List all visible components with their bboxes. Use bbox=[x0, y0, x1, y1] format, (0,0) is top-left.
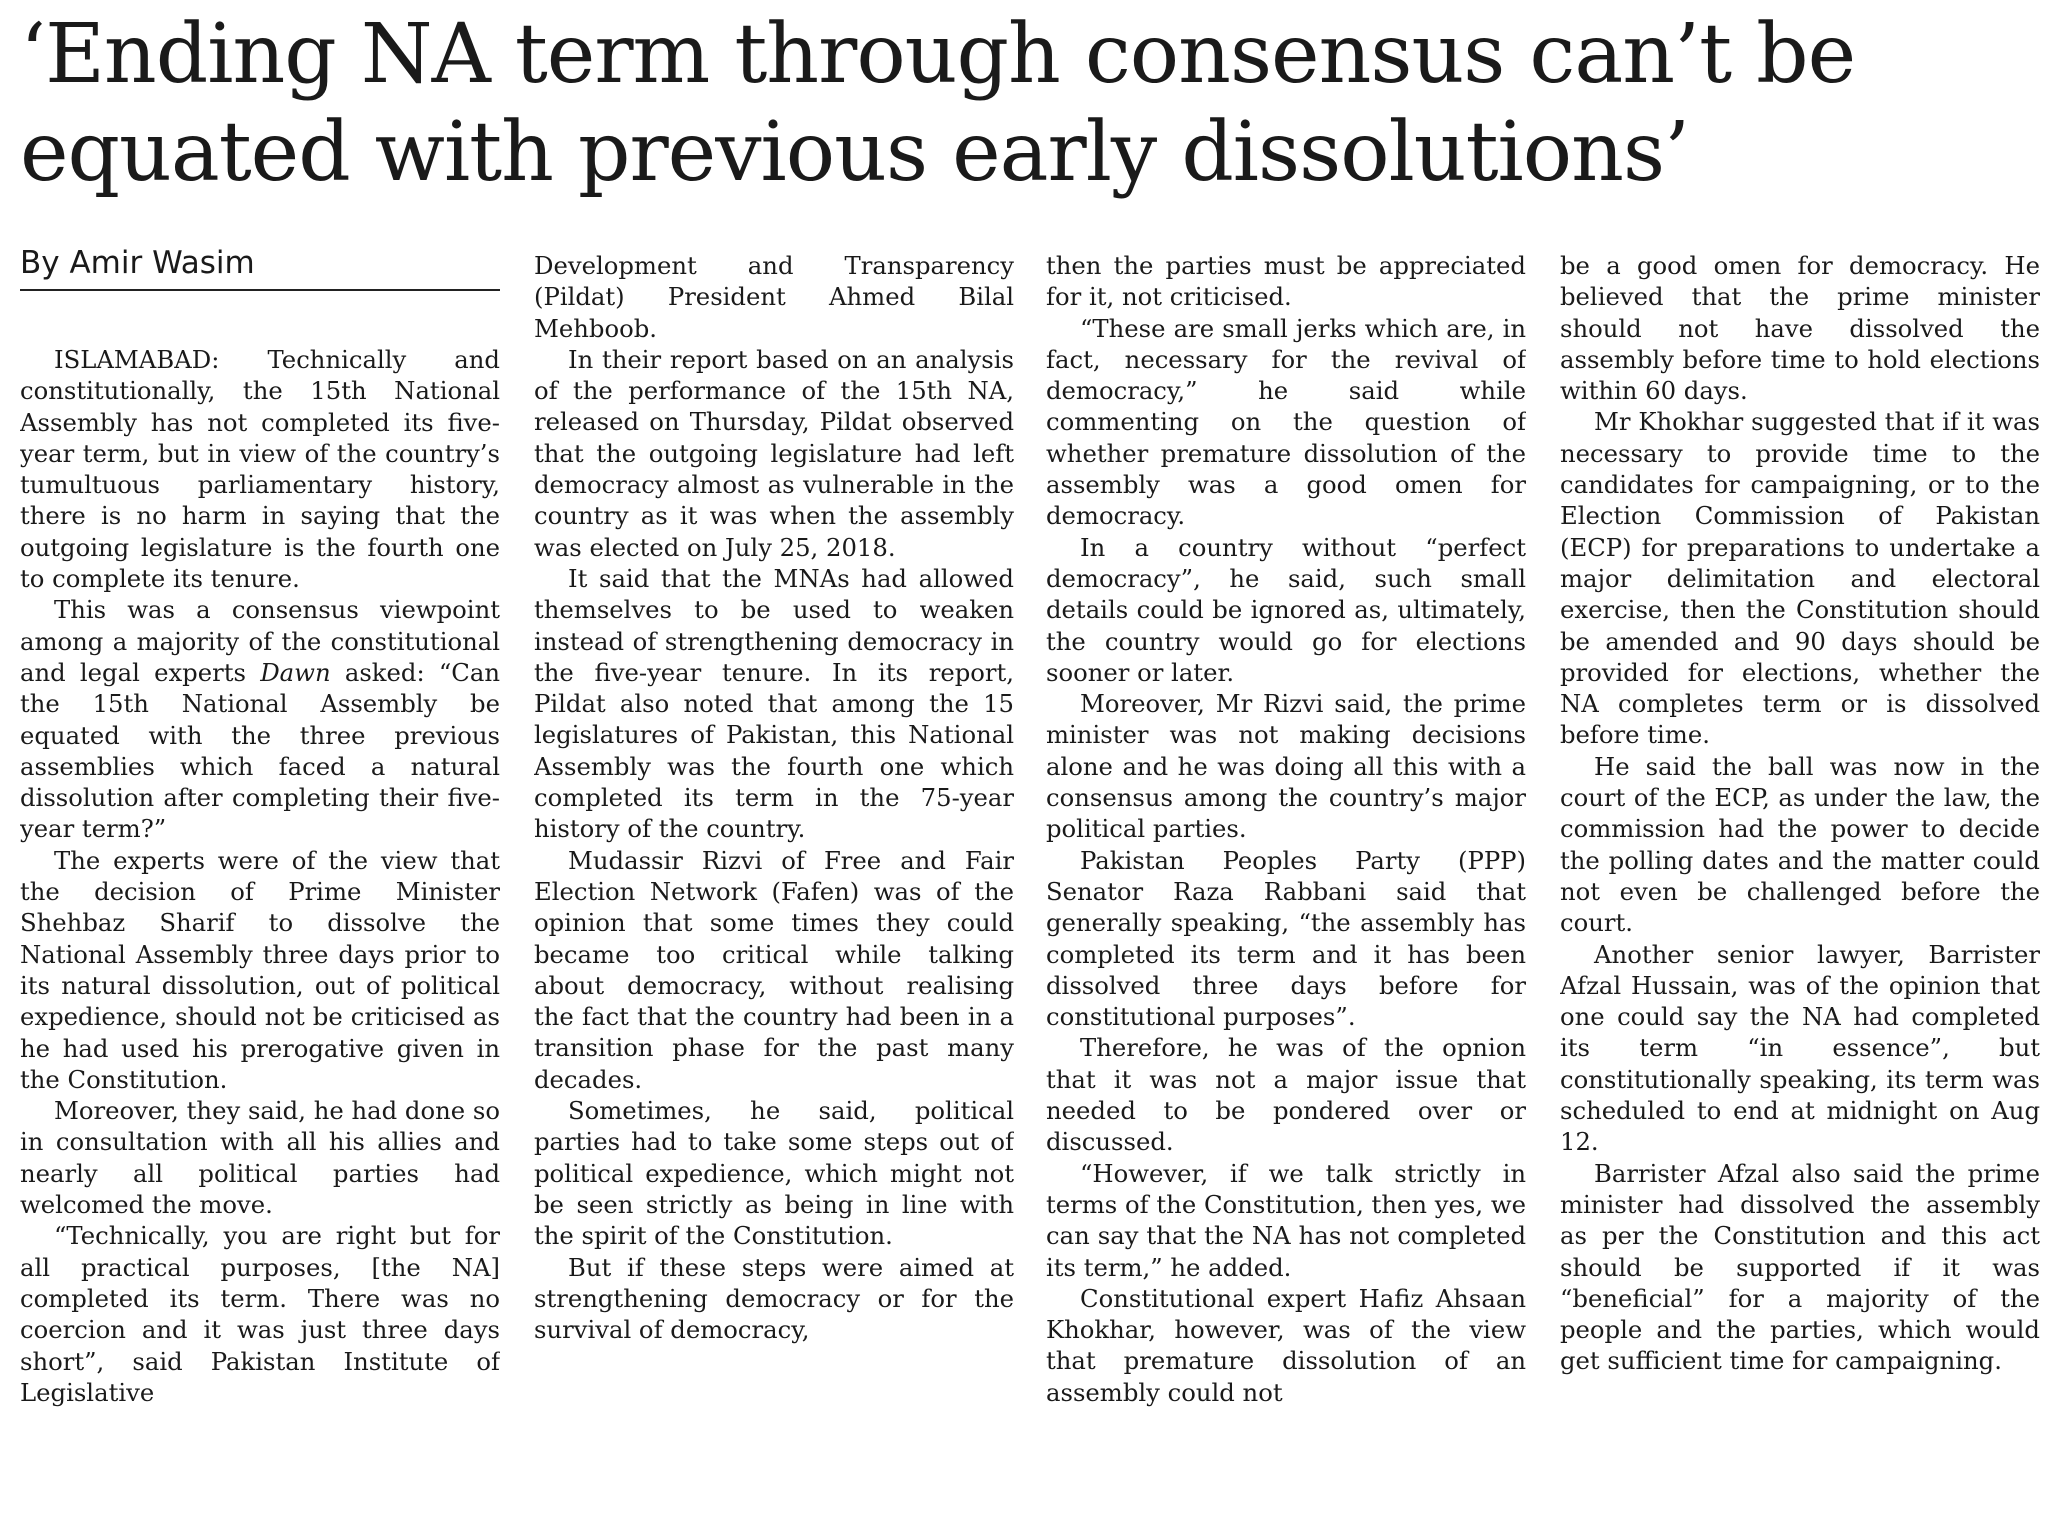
paragraph: Moreover, Mr Rizvi said, the prime minister was not making decisions alone and he was doing all this with a consensus among the country’s major political parties. bbox=[1046, 689, 1526, 844]
paragraph: Pakistan Peoples Party (PPP) Senator Raza Rabbani said that generally speaking, “the assembly has completed its term and it has been dissolved three days before for constitutional purposes”. bbox=[1046, 845, 1526, 1032]
paragraph: Mr Khokhar suggested that if it was necessary to provide time to the candidates for campaigning, or to the Election Commission of Pakistan (ECP) for preparations to undertake a major delimitation and electoral exercise, then the Constitution should be amended and 90 days should be provided for elections, whether the NA completes term or is dissolved before time. bbox=[1560, 407, 2040, 750]
paragraph: The experts were of the view that the decision of Prime Minister Shehbaz Sharif to dissolve the National Assembly three days prior to its natural dissolution, out of political expedience, should not be criticised as he had used his prerogative given in the Constitution. bbox=[20, 845, 500, 1094]
publication-name: Dawn bbox=[260, 657, 331, 687]
paragraph: then the parties must be appreciated for it, not criticised. bbox=[1046, 251, 1526, 312]
paragraph: He said the ball was now in the court of the ECP, as under the law, the commission had the power to decide the polling dates and the matter could not even be challenged before the court. bbox=[1560, 751, 2040, 938]
paragraph: Barrister Afzal also said the prime minister had dissolved the assembly as per the Constitution and this act should be supported if it was “beneficial” for a majority of the people and the parties, which would get sufficient time for campaigning. bbox=[1560, 1158, 2040, 1376]
paragraph: In their report based on an analysis of the performance of the 15th NA, released on Thursday, Pildat observed that the outgoing legislature had left democracy almost as vulnerable in the country as it was when the assembly was elected on July 25, 2018. bbox=[534, 344, 1014, 562]
paragraph: “Technically, you are right but for all practical purposes, [the NA] completed its term. There was no coercion and it was just three days short”, said Pakistan Institute of Legislative bbox=[20, 1221, 500, 1407]
column-1 bbox=[20, 344, 500, 1514]
paragraph: “However, if we talk strictly in terms of the Constitution, then yes, we can say that the NA has not completed its term,” he added. bbox=[1046, 1158, 1526, 1282]
byline: By Amir Wasim bbox=[20, 243, 500, 291]
column-3 bbox=[1046, 250, 1526, 1510]
paragraph: Therefore, he was of the opnion that it was not a major issue that needed to be pondered over or discussed. bbox=[1046, 1033, 1526, 1157]
paragraph: Constitutional expert Hafiz Ahsaan Khokhar, however, was of the view that premature dissolution of an assembly could not bbox=[1046, 1283, 1526, 1407]
paragraph: ISLAMABAD: Technically and constitutionally, the 15th National Assembly has not completed its five-year term, but in view of the country’s tumultuous parliamentary history, there is no harm in saying that the outgoing legislature is the fourth one to complete its tenure. bbox=[20, 345, 500, 594]
paragraph: Another senior lawyer, Barrister Afzal Hussain, was of the opinion that one could say the NA had completed its term “in essence”, but constitutionally speaking, its term was scheduled to end at midnight on Aug 12. bbox=[1560, 939, 2040, 1157]
column-2 bbox=[534, 250, 1014, 1510]
paragraph: This was a consensus viewpoint among a majority of the constitutional and legal experts Dawn asked: “Can the 15th National Assembly be equated with the three previous assemblies which faced a natural dissolution after completing their five-year term?” bbox=[20, 595, 500, 844]
paragraph: Sometimes, he said, political parties had to take some steps out of political expedience, which might not be seen strictly as being in line with the spirit of the Constitution. bbox=[534, 1096, 1014, 1251]
paragraph: “These are small jerks which are, in fact, necessary for the revival of democracy,” he said while commenting on the question of whether premature dissolution of the assembly was a good omen for democracy. bbox=[1046, 313, 1526, 531]
headline: ‘Ending NA term through consensus can’t be equated with previous early dissolutions’ bbox=[20, 7, 1856, 200]
paragraph: be a good omen for democracy. He believed that the prime minister should not have dissolved the assembly before time to hold elections within 60 days. bbox=[1560, 251, 2040, 406]
paragraph: Moreover, they said, he had done so in consultation with all his allies and nearly all political parties had welcomed the move. bbox=[20, 1096, 500, 1220]
paragraph: Mudassir Rizvi of Free and Fair Election Network (Fafen) was of the opinion that some times they could became too critical while talking about democracy, without realising the fact that the country had been in a transition phase for the past many decades. bbox=[534, 845, 1014, 1094]
paragraph: But if these steps were aimed at strengthening democracy or for the survival of democracy, bbox=[534, 1252, 1014, 1345]
paragraph: It said that the MNAs had allowed themselves to be used to weaken instead of strengthening democracy in the five-year tenure. In its report, Pildat also noted that among the 15 legislatures of Pakistan, this National Assembly was the fourth one which completed its term in the 75-year history of the country. bbox=[534, 563, 1014, 844]
paragraph: In a country without “perfect democracy”, he said, such small details could be ignored as, ultimately, the country would go for elections sooner or later. bbox=[1046, 532, 1526, 687]
column-4 bbox=[1560, 250, 2040, 1510]
paragraph: Development and Transparency (Pildat) President Ahmed Bilal Mehboob. bbox=[534, 251, 1014, 343]
